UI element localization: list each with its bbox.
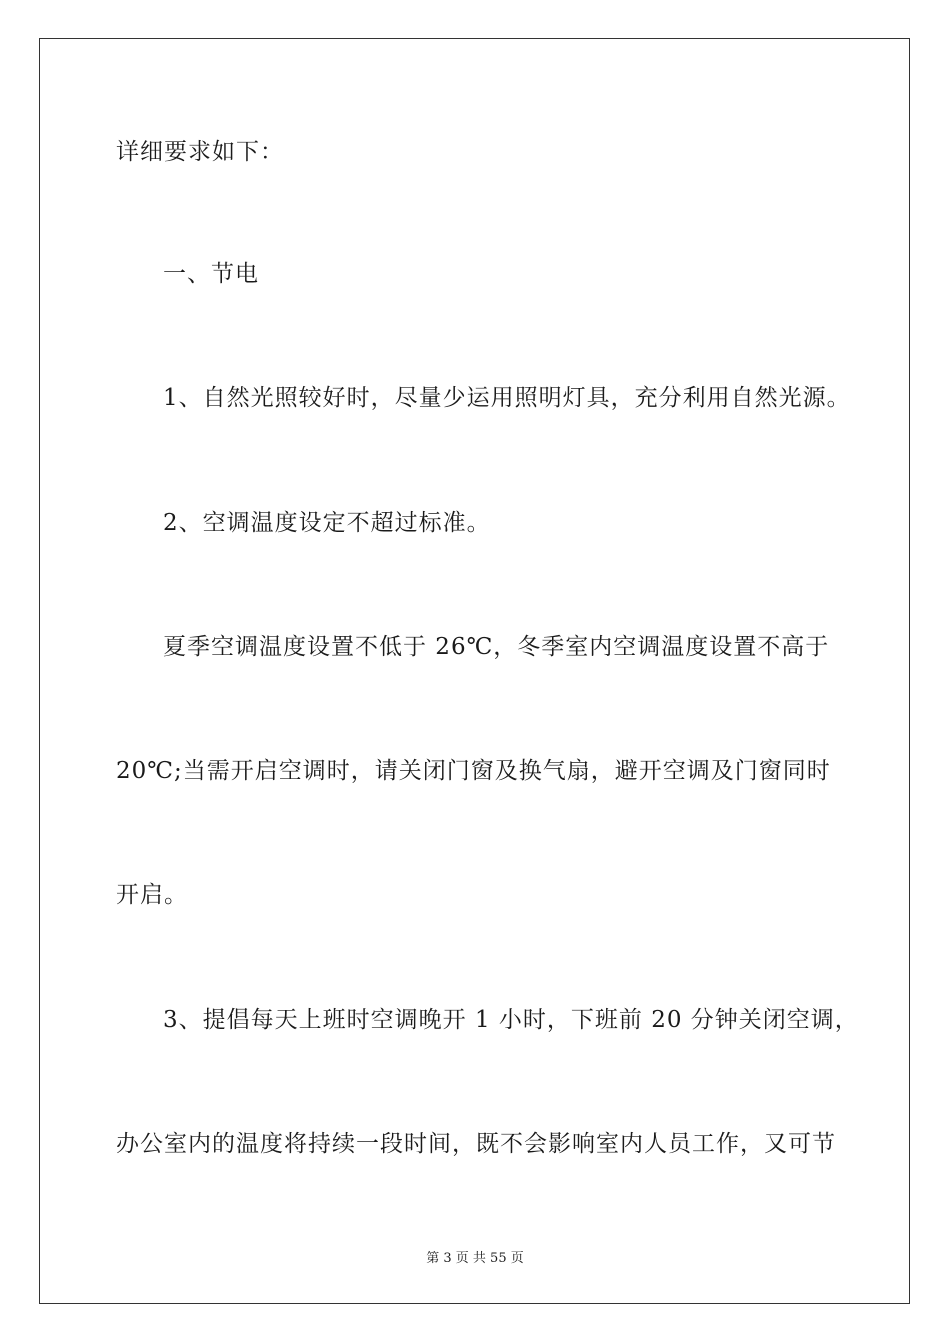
text-line-item-2: 2、空调温度设定不超过标准。 — [163, 510, 491, 536]
text-line-item-3: 3、提倡每天上班时空调晚开 1 小时，下班前 20 分钟关闭空调， — [163, 1007, 859, 1033]
text-line-open: 开启。 — [116, 882, 188, 908]
text-line-item-1: 1、自然光照较好时，尽量少运用照明灯具，充分利用自然光源。 — [163, 385, 851, 411]
text-line-intro: 详细要求如下： — [116, 139, 284, 165]
text-line-office-temp: 办公室内的温度将持续一段时间，既不会影响室内人员工作，又可节 — [116, 1131, 836, 1157]
text-line-ac-doors: 20℃;当需开启空调时，请关闭门窗及换气扇，避开空调及门窗同时 — [116, 758, 831, 784]
page-number-footer: 第 3 页 共 55 页 — [426, 1251, 524, 1266]
page-border — [39, 38, 910, 1304]
text-line-summer-winter: 夏季空调温度设置不低于 26℃，冬季室内空调温度设置不高于 — [163, 634, 830, 660]
section-heading-power-saving: 一、节电 — [163, 261, 259, 287]
